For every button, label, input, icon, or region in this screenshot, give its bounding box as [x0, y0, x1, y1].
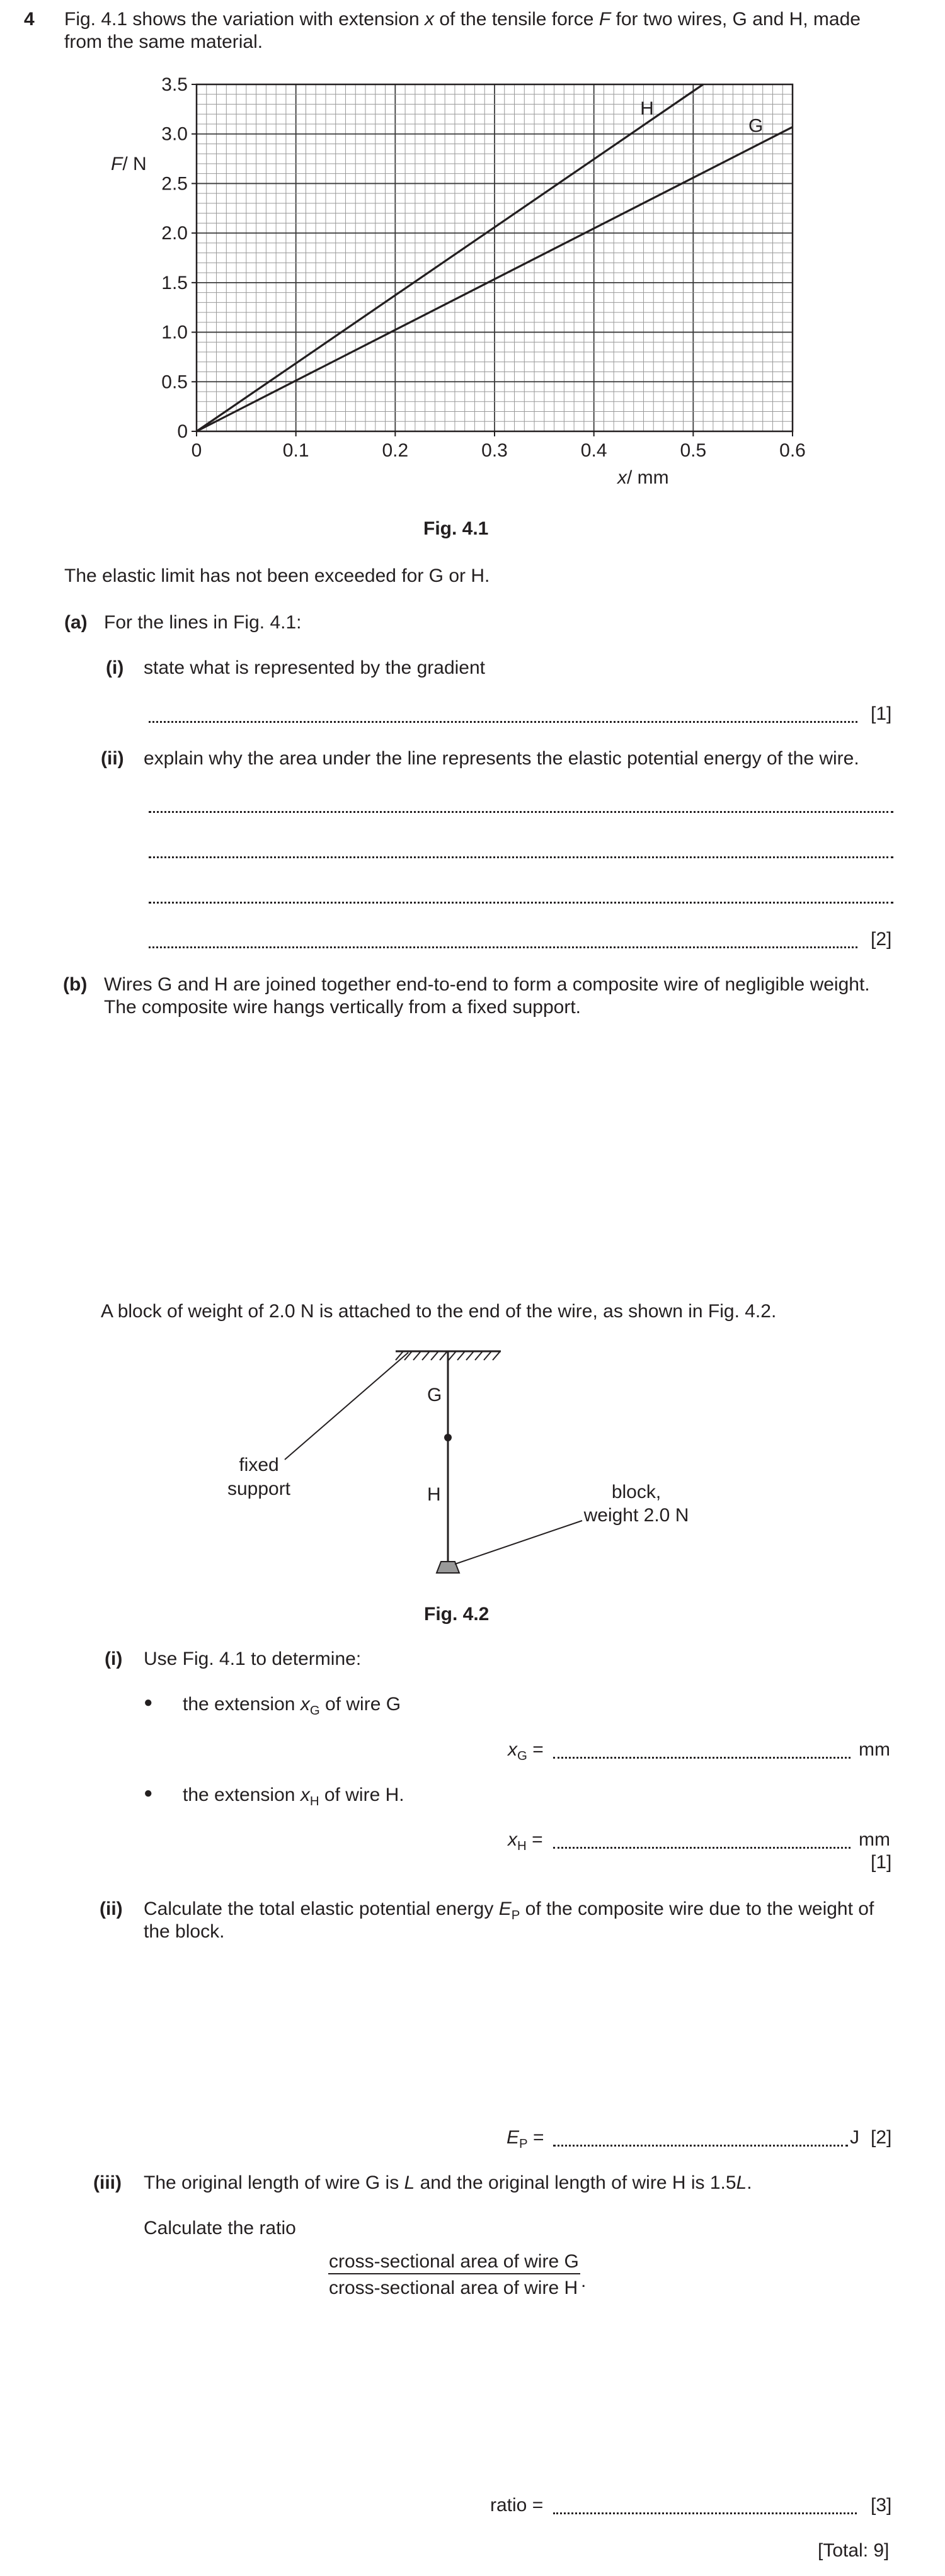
- composite-wire-diagram: [0, 1322, 945, 1574]
- xg-prompt: the extension $x_G$ of wire G: [183, 1694, 401, 1718]
- intro-text-c: for two wires, G and H, made: [616, 9, 861, 30]
- ratio-denominator: cross-sectional area of wire H: [329, 2278, 578, 2298]
- wire-joint: [444, 1434, 452, 1441]
- intro-text-a: Fig. 4.1 shows the variation with extension: [64, 9, 420, 30]
- x-tick-label-4: 0.4: [580, 440, 607, 461]
- answer-line-ratio[interactable]: [553, 2512, 857, 2514]
- fig-4-2-caption: Fig. 4.2: [424, 1604, 490, 1625]
- xh-unit: mm: [859, 1829, 890, 1850]
- part-b-i-label: (i): [105, 1648, 123, 1669]
- elastic-limit-note: The elastic limit has not been exceeded for G or H.: [64, 565, 490, 586]
- ratio-answer-label: ratio =: [490, 2495, 544, 2516]
- y-tick-label-0: 0: [177, 421, 188, 442]
- y-tick-label-7: 3.5: [161, 74, 188, 95]
- graph-grid: [197, 84, 793, 431]
- intro-var-x: x: [424, 9, 434, 30]
- answer-line-a-i[interactable]: [149, 721, 857, 723]
- part-b-iii-text: The original length of wire G is L and the original length of wire H is 1.5L.: [144, 2172, 752, 2193]
- x-tick-label-1: 0.1: [282, 440, 309, 461]
- part-a-label: (a): [64, 612, 88, 633]
- part-b-label: (b): [63, 974, 88, 995]
- ep-answer-label: $E_P$ =: [507, 2127, 544, 2151]
- ratio-intro: Calculate the ratio: [144, 2218, 296, 2238]
- answer-line-a-ii-4[interactable]: [149, 946, 857, 948]
- answer-line-xh[interactable]: [553, 1847, 850, 1849]
- bullet-1: ●: [144, 1694, 153, 1711]
- xh-answer-label: $x_H$ =: [508, 1829, 543, 1853]
- block-pointer: [455, 1521, 582, 1564]
- y-tick-label-5: 2.5: [161, 173, 188, 195]
- support-label-2: support: [227, 1478, 291, 1499]
- part-b-i-marks: [1]: [871, 1852, 892, 1873]
- part-b-iii-label: (iii): [93, 2172, 122, 2193]
- intro-var-F: F: [598, 9, 611, 30]
- graph-tick-labels: [161, 74, 806, 461]
- block-label-1: block,: [611, 1482, 662, 1502]
- xg-unit: mm: [859, 1739, 890, 1760]
- part-a-i-label: (i): [106, 657, 124, 678]
- support-label-1: fixed: [239, 1455, 279, 1475]
- part-b-ii-text-line2: the block.: [144, 1921, 225, 1942]
- total-marks: [Total: 9]: [818, 2540, 890, 2561]
- support-pointer: [285, 1353, 408, 1460]
- part-b-ii-text: Calculate the total elastic potential energy $E_P$ of the composite wire due to the weight of: [144, 1898, 874, 1922]
- x-axis-label: x/ mm: [617, 467, 669, 488]
- xg-answer-label: $x_G$ =: [508, 1739, 544, 1763]
- block-attached-text: A block of weight of 2.0 N is attached to the end of the wire, as shown in Fig. 4.2.: [101, 1301, 777, 1322]
- y-axis-label: F/ N: [111, 154, 147, 174]
- part-a-ii-marks: [2]: [871, 929, 892, 950]
- part-a-ii-text: explain why the area under the line represents the elastic potential energy of the wire.: [144, 748, 859, 769]
- answer-line-a-ii-1[interactable]: [149, 811, 893, 813]
- label-H: H: [427, 1484, 441, 1505]
- intro-text-b: of the tensile force: [439, 9, 594, 30]
- y-tick-label-1: 0.5: [161, 372, 188, 393]
- ratio-numerator: cross-sectional area of wire G: [329, 2251, 579, 2272]
- answer-line-a-ii-3[interactable]: [149, 902, 893, 904]
- x-tick-label-6: 0.6: [779, 440, 806, 461]
- y-tick-label-2: 1.0: [161, 322, 188, 343]
- series-label-G: G: [748, 115, 764, 137]
- part-b-text-line1: Wires G and H are joined together end-to-end to form a composite wire of negligible weight.: [104, 974, 870, 995]
- y-tick-label-6: 3.0: [161, 123, 188, 145]
- block-label-2: weight 2.0 N: [583, 1505, 689, 1526]
- answer-line-ep[interactable]: [553, 2145, 848, 2147]
- part-b-iii-marks: [3]: [871, 2495, 892, 2516]
- ratio-stop: .: [581, 2271, 587, 2291]
- part-a-ii-label: (ii): [101, 748, 124, 769]
- part-b-i-text: Use Fig. 4.1 to determine:: [144, 1648, 362, 1669]
- y-tick-label-4: 2.0: [161, 223, 188, 244]
- xh-prompt: the extension $x_H$ of wire H.: [183, 1784, 404, 1808]
- part-a-text: For the lines in Fig. 4.1:: [104, 612, 302, 633]
- part-b-ii-label: (ii): [100, 1898, 123, 1919]
- part-b-ii-marks: [2]: [871, 2127, 892, 2148]
- ep-unit: J: [850, 2127, 859, 2148]
- series-line-H: [197, 84, 703, 431]
- question-intro-line1: [64, 9, 861, 30]
- x-tick-label-0: 0: [191, 440, 202, 461]
- bullet-2: ●: [144, 1784, 153, 1801]
- x-tick-label-2: 0.2: [382, 440, 409, 461]
- answer-line-a-ii-2[interactable]: [149, 856, 893, 858]
- x-tick-label-5: 0.5: [680, 440, 707, 461]
- part-b-text-line2: The composite wire hangs vertically from a fixed support.: [104, 997, 581, 1018]
- part-a-i-text: state what is represented by the gradient: [144, 657, 485, 678]
- x-tick-label-3: 0.3: [481, 440, 508, 461]
- ratio-fraction-bar: [328, 2273, 580, 2274]
- question-number: 4: [24, 9, 35, 30]
- series-label-H: H: [640, 98, 654, 119]
- y-tick-label-3: 1.5: [161, 272, 188, 293]
- fig-4-1-caption: Fig. 4.1: [423, 518, 489, 539]
- force-extension-graph: [0, 63, 945, 579]
- question-intro-line2: from the same material.: [64, 31, 263, 52]
- answer-line-xg[interactable]: [553, 1757, 850, 1759]
- part-a-i-marks: [1]: [871, 703, 892, 724]
- label-G: G: [427, 1385, 442, 1405]
